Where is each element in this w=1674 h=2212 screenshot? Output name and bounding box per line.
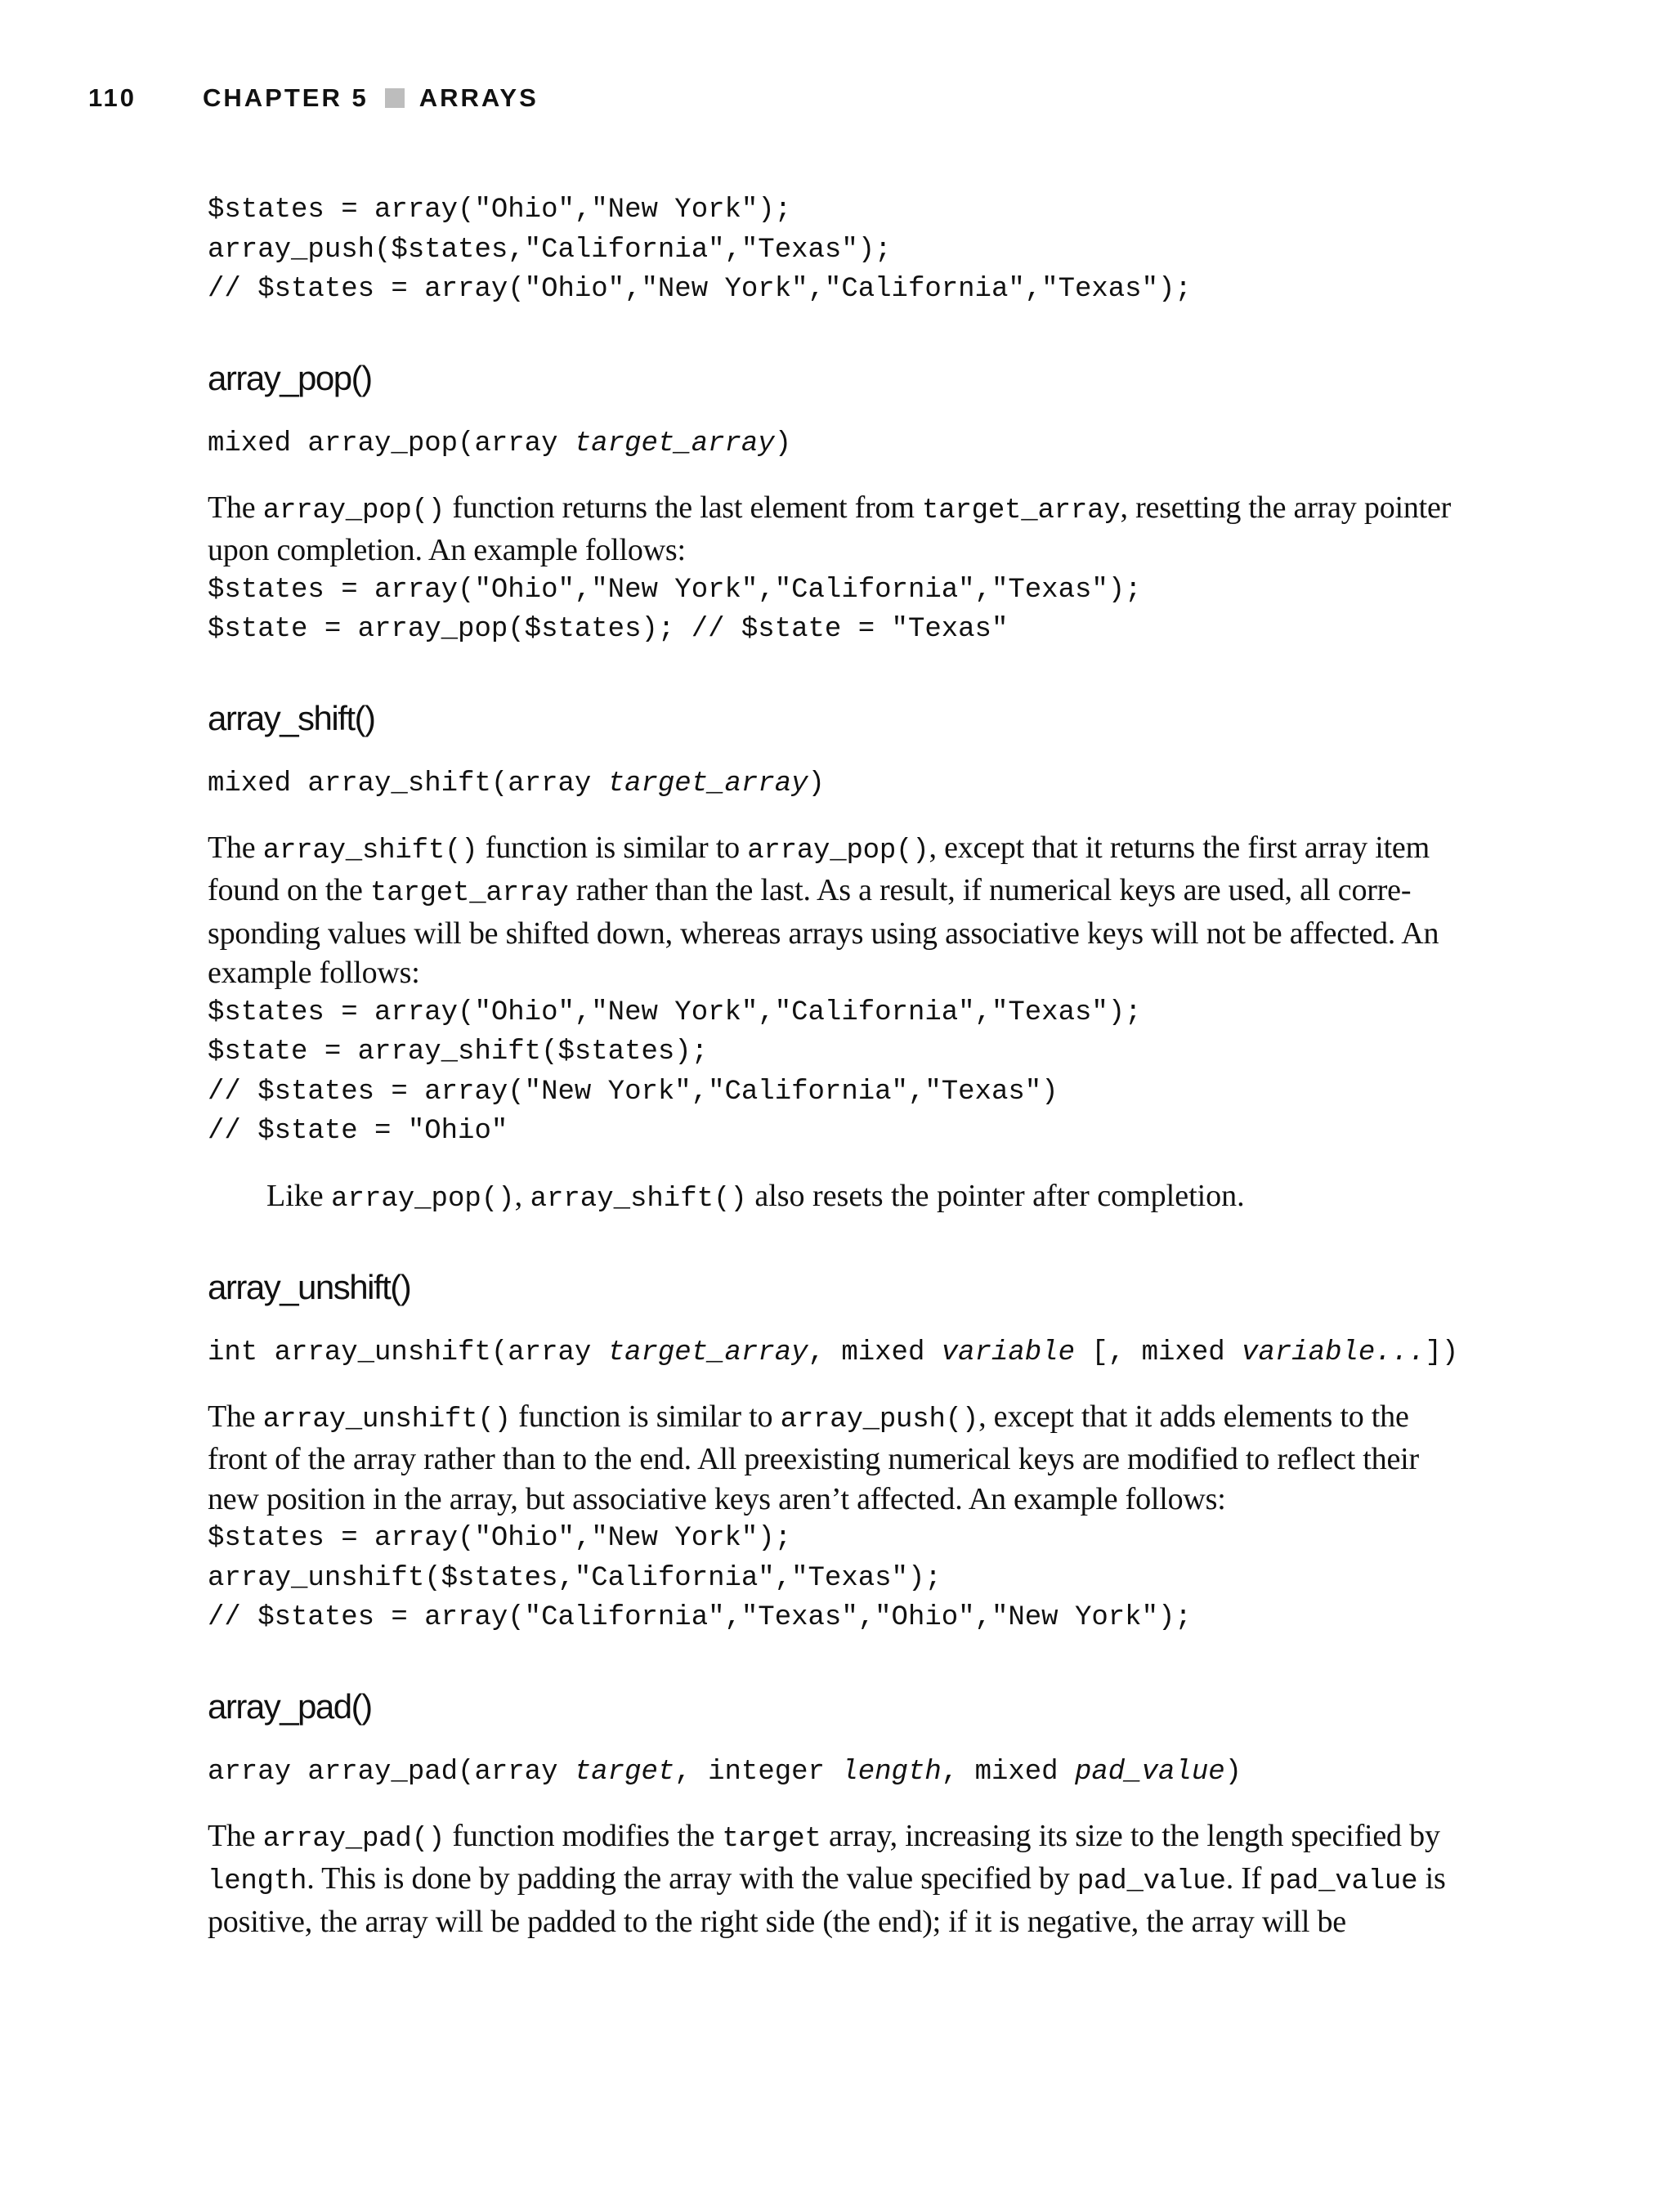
inline-code: array_shift() [262, 835, 478, 866]
code-block-unshift-example [208, 1519, 1466, 1638]
signature-text: [, mixed [1075, 1337, 1242, 1368]
code-line: // $states = array("California","Texas","Ohio","New York"); [208, 1602, 1192, 1633]
section-heading-array-shift: array_shift() [208, 698, 375, 737]
code-line: // $states = array("New York","California","Texas") [208, 1076, 1059, 1108]
signature-text: ) [808, 768, 825, 799]
text: , except that it adds elements to the front of the array rather than to the end. All preexisting numerical keys are modified to reflect their new position in the array, but associative keys aren’t affected. An example follows: [208, 1399, 1419, 1516]
code-line: $state = array_pop($states); // $state = "Texas" [208, 614, 1009, 645]
section-heading-array-pad: array_pad() [208, 1686, 372, 1726]
code-block-pop-example [208, 571, 1466, 650]
inline-code: pad_value [1269, 1866, 1418, 1897]
separator-square-icon [385, 88, 405, 108]
code-line: $states = array("Ohio","New York"); [208, 195, 792, 226]
function-signature [208, 1333, 1466, 1372]
signature-text: mixed array_shift(array [208, 768, 608, 799]
code-block-push-example [208, 190, 1466, 310]
page-number: 110 [88, 83, 137, 112]
body-paragraph [208, 488, 1466, 571]
code-block-shift-example [208, 993, 1466, 1152]
signature-text: , mixed [941, 1756, 1075, 1788]
text: Like [266, 1178, 332, 1213]
chapter-label: CHAPTER 5 [203, 83, 369, 112]
signature-text: ) [774, 428, 792, 459]
text: function returns the last element from [445, 490, 923, 525]
text: is positive, the array will be padded to the right side (the end); if it is negative, the array will be [208, 1861, 1446, 1939]
text: , except that it returns the first array item found on the [208, 830, 1430, 907]
signature-text: int array_unshift(array [208, 1337, 608, 1368]
signature-param: target [574, 1756, 675, 1788]
section-heading-array-unshift: array_unshift() [208, 1267, 411, 1306]
function-signature [208, 764, 1466, 804]
inline-code: array_unshift() [262, 1404, 511, 1435]
text: . This is done by padding the array with the value specified by [307, 1861, 1077, 1896]
signature-text: ) [1224, 1756, 1242, 1788]
inline-code: array_push() [780, 1404, 979, 1435]
text: function is similar to [510, 1399, 781, 1434]
inline-code: array_pad() [262, 1823, 445, 1855]
text: also resets the pointer after completion. [746, 1178, 1245, 1213]
text: array, increasing its size to the length specified by [821, 1818, 1440, 1853]
text: The [208, 490, 263, 525]
signature-text: ]) [1425, 1337, 1459, 1368]
running-header [88, 80, 539, 116]
inline-code: target [722, 1823, 821, 1855]
code-line: $states = array("Ohio","New York","California","Texas"); [208, 996, 1142, 1028]
page-content [208, 190, 1466, 1941]
function-signature [208, 1753, 1466, 1792]
signature-param: variable [941, 1337, 1075, 1368]
text: function modifies the [445, 1818, 723, 1853]
inline-code: target_array [369, 878, 569, 909]
text: The [208, 1818, 263, 1853]
inline-code: array_pop() [331, 1183, 515, 1215]
signature-text: , integer [674, 1756, 842, 1788]
signature-text: mixed array_pop(array [208, 428, 575, 459]
text: function is similar to [477, 830, 748, 865]
text: rather than the last. As a result, if numerical keys are used, all corre-sponding values will be shifted down, whereas arrays using associative keys will not be affected. An example follows: [208, 873, 1439, 990]
signature-param: variable... [1242, 1337, 1426, 1368]
body-paragraph [208, 828, 1466, 993]
text: The [208, 830, 263, 865]
inline-code: array_pop() [747, 835, 929, 866]
code-line: // $states = array("Ohio","New York","California","Texas"); [208, 274, 1192, 305]
code-line: $states = array("Ohio","New York","California","Texas"); [208, 574, 1142, 606]
body-paragraph [208, 1397, 1466, 1520]
chapter-title: ARRAYS [418, 83, 539, 112]
signature-param: target_array [574, 428, 775, 459]
inline-code: length [208, 1866, 307, 1897]
signature-text: , mixed [808, 1337, 942, 1368]
code-line: array_push($states,"California","Texas"); [208, 234, 892, 266]
signature-param: target_array [607, 768, 808, 799]
signature-param: target_array [607, 1337, 808, 1368]
section-heading-array-pop: array_pop() [208, 358, 372, 397]
code-line: array_unshift($states,"California","Texas"); [208, 1562, 942, 1594]
code-line: // $state = "Ohio" [208, 1116, 508, 1147]
signature-param: pad_value [1075, 1756, 1225, 1788]
code-line: $state = array_shift($states); [208, 1037, 709, 1068]
text: , [514, 1178, 530, 1213]
inline-code: target_array [922, 495, 1121, 526]
signature-param: length [841, 1756, 942, 1788]
inline-code: pad_value [1076, 1866, 1226, 1897]
text: . If [1225, 1861, 1269, 1896]
code-line: $states = array("Ohio","New York"); [208, 1523, 792, 1554]
body-paragraph [208, 1816, 1466, 1942]
inline-code: array_pop() [262, 495, 445, 526]
text: , resetting the array pointer upon completion. An example follows: [208, 490, 1452, 567]
function-signature [208, 424, 1466, 463]
note-paragraph [266, 1176, 1466, 1219]
inline-code: array_shift() [530, 1183, 747, 1215]
text: The [208, 1399, 263, 1434]
signature-text: array array_pad(array [208, 1756, 575, 1788]
